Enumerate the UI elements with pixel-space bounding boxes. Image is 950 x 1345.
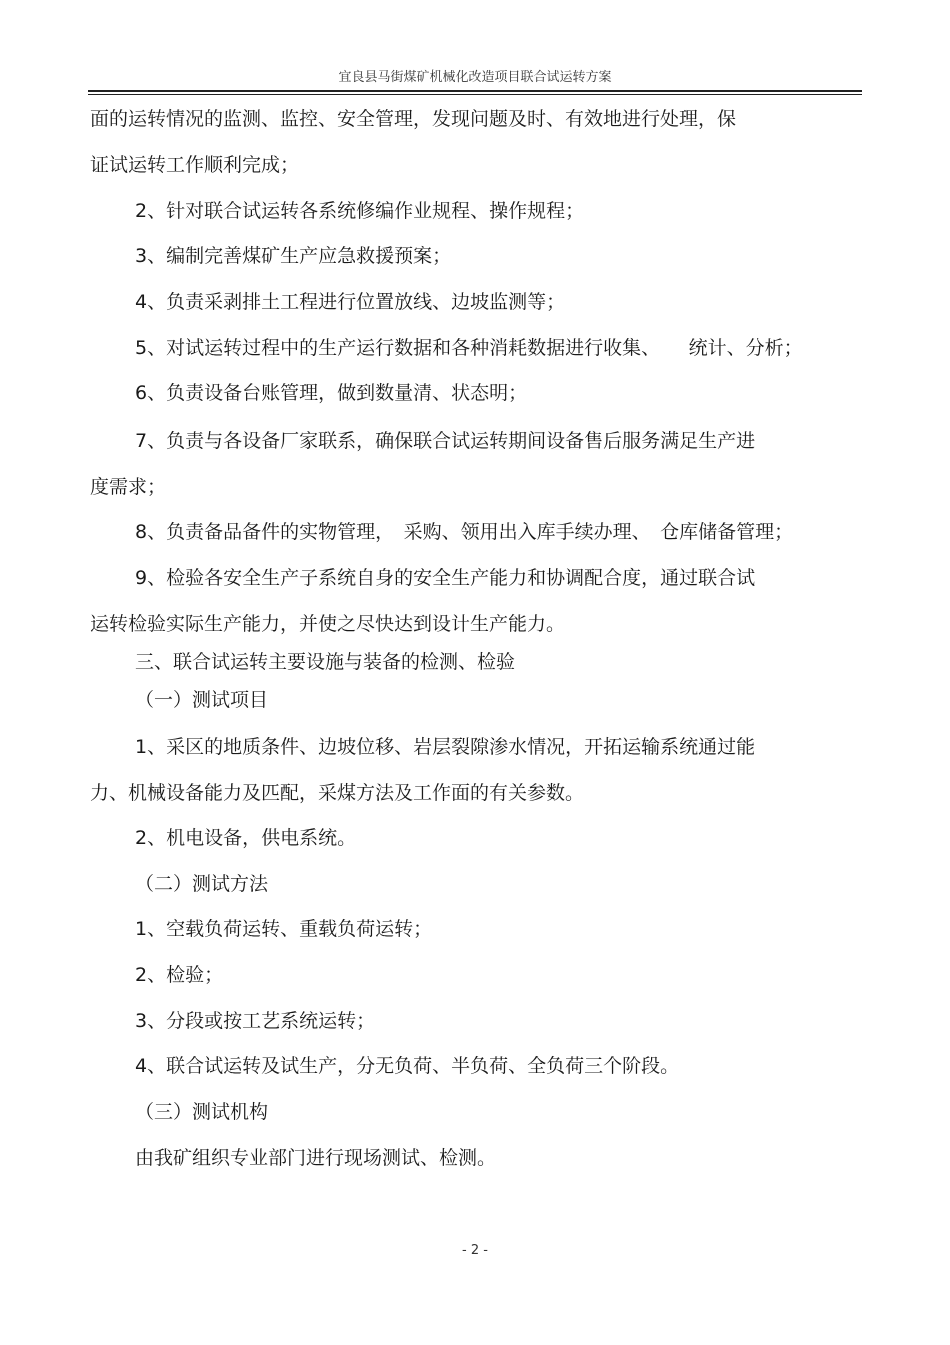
body-line: 6、负责设备台账管理，做到数量清、状态明； bbox=[135, 382, 528, 404]
section-heading: 三、联合试运转主要设施与装备的检测、检验 bbox=[135, 651, 516, 673]
body-line: 由我矿组织专业部门进行现场测试、检测。 bbox=[135, 1147, 497, 1169]
header-rule-thick bbox=[88, 90, 862, 92]
body-line: 面的运转情况的监测、监控、安全管理，发现问题及时、有效地进行处理，保 bbox=[90, 108, 737, 130]
header-rule-thin bbox=[88, 94, 862, 95]
body-line: 2、机电设备，供电系统。 bbox=[135, 827, 357, 849]
body-line: 1、空载负荷运转、重载负荷运转； bbox=[135, 918, 433, 940]
body-line: 9、检验各安全生产子系统自身的安全生产能力和协调配合度，通过联合试 bbox=[135, 567, 756, 589]
body-line: 3、分段或按工艺系统运转； bbox=[135, 1010, 376, 1032]
body-line: 8、负责备品备件的实物管理， 采购、领用出入库手续办理、 仓库储备管理； bbox=[135, 521, 794, 543]
subsection-heading: （三）测试机构 bbox=[135, 1101, 269, 1123]
subsection-heading: （二）测试方法 bbox=[135, 873, 269, 895]
body-line: 7、负责与各设备厂家联系，确保联合试运转期间设备售后服务满足生产进 bbox=[135, 430, 756, 452]
body-line: 度需求； bbox=[90, 476, 167, 498]
body-line: 4、负责采剥排土工程进行位置放线、边坡监测等； bbox=[135, 291, 566, 313]
subsection-heading: （一）测试项目 bbox=[135, 689, 269, 711]
body-line: 2、检验； bbox=[135, 964, 224, 986]
body-line: 力、机械设备能力及匹配，采煤方法及工作面的有关参数。 bbox=[90, 782, 585, 804]
body-line: 4、联合试运转及试生产，分无负荷、半负荷、全负荷三个阶段。 bbox=[135, 1055, 680, 1077]
body-line: 运转检验实际生产能力，并使之尽快达到设计生产能力。 bbox=[90, 613, 566, 635]
body-line: 证试运转工作顺利完成； bbox=[90, 154, 300, 176]
body-line: 1、采区的地质条件、边坡位移、岩层裂隙渗水情况，开拓运输系统通过能 bbox=[135, 736, 756, 758]
page-number: - 2 - bbox=[462, 1243, 488, 1258]
body-line: 5、对试运转过程中的生产运行数据和各种消耗数据进行收集、 统计、分析； bbox=[135, 337, 803, 359]
page-header-title: 宜良县马街煤矿机械化改造项目联合试运转方案 bbox=[338, 70, 612, 85]
body-line: 3、编制完善煤矿生产应急救援预案； bbox=[135, 245, 452, 267]
body-line: 2、针对联合试运转各系统修编作业规程、操作规程； bbox=[135, 200, 585, 222]
